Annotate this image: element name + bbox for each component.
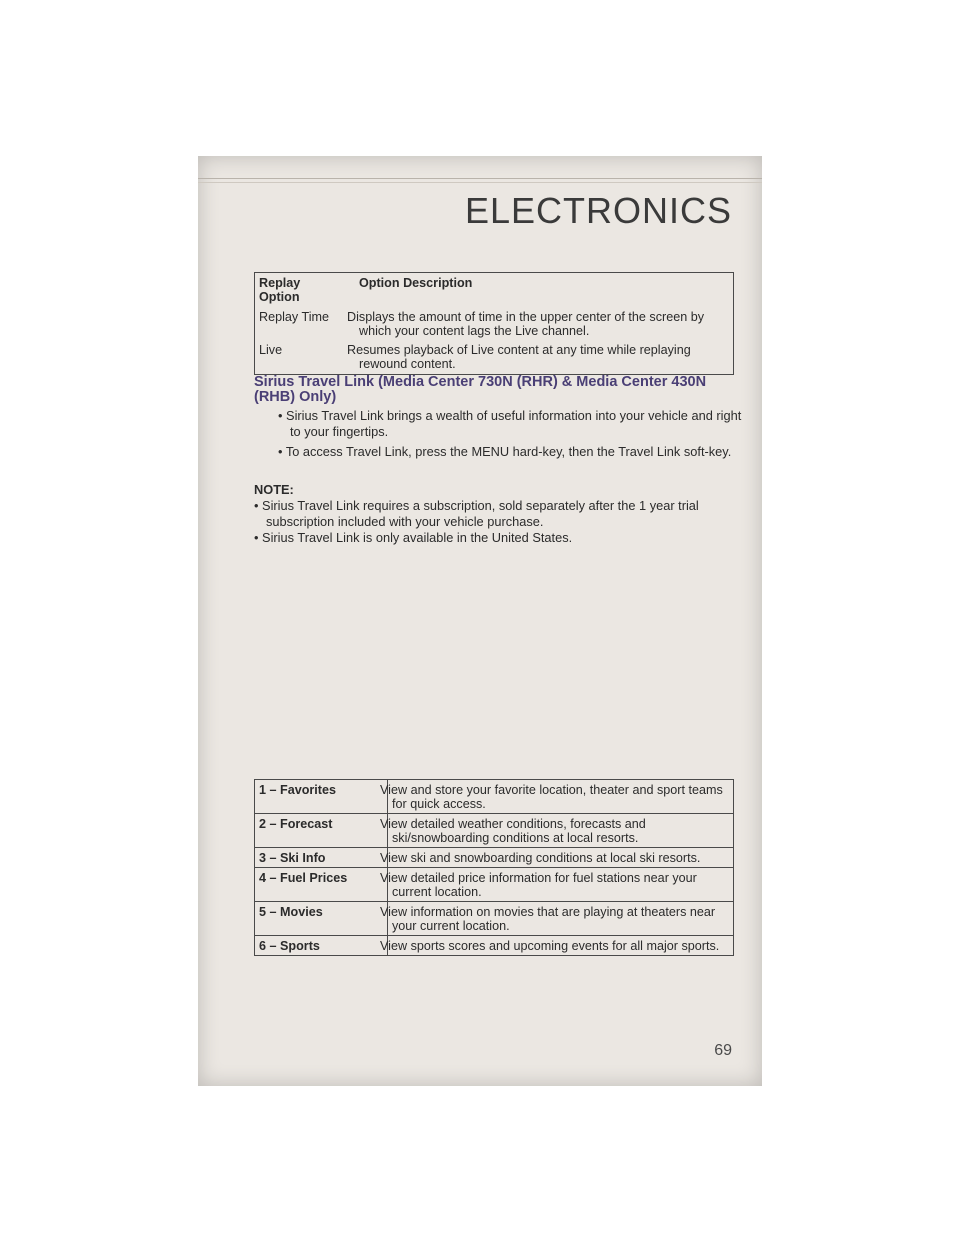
list-item: • Sirius Travel Link brings a wealth of useful information into your vehicle and right to your fingertips. (278, 408, 742, 439)
table-row (255, 780, 734, 814)
table-row (255, 341, 734, 375)
header-rule-secondary (198, 182, 762, 183)
option-description-cell: Resumes playback of Live content at any time while replaying rewound content. (347, 343, 691, 371)
table-row (255, 868, 734, 902)
option-description-cell: Displays the amount of time in the upper center of the screen by which your content lags the Live channel. (347, 310, 705, 338)
feature-description-cell: View and store your favorite location, theater and sport teams for quick access. (380, 783, 723, 811)
feature-label-cell: 6 – Sports (255, 936, 388, 956)
table-row (255, 936, 734, 956)
table-row (255, 308, 734, 341)
replay-option-cell: Live (259, 343, 283, 357)
feature-description-cell: View detailed price information for fuel stations near your current location. (388, 868, 734, 902)
manual-page (198, 156, 762, 1086)
note-label: NOTE: (254, 482, 294, 497)
note-list (254, 498, 734, 546)
header-rule (198, 178, 762, 179)
travel-link-bullets (266, 408, 746, 464)
list-item: • Sirius Travel Link requires a subscription, sold separately after the 1 year trial subscription included with your vehicle purchase. (254, 498, 699, 529)
table-header-row (255, 273, 734, 309)
feature-description-cell: View ski and snowboarding conditions at local ski resorts. (388, 848, 734, 868)
table-row (255, 902, 734, 936)
feature-label-cell: 1 – Favorites (255, 780, 388, 814)
feature-description-cell: View sports scores and upcoming events for all major sports. (388, 936, 734, 956)
feature-description-cell: View detailed weather conditions, forecasts and ski/snowboarding conditions at local resorts. (388, 814, 734, 848)
header-replay-option: Replay Option (259, 276, 301, 304)
list-item: • To access Travel Link, press the MENU hard-key, then the Travel Link soft-key. (278, 444, 732, 459)
feature-description-cell: View information on movies that are playing at theaters near your current location. (388, 902, 734, 936)
replay-option-cell: Replay Time (259, 310, 329, 324)
feature-label-cell: 5 – Movies (255, 902, 388, 936)
feature-label-cell: 4 – Fuel Prices (255, 868, 388, 902)
replay-options-table (254, 272, 734, 375)
travel-link-features-table (254, 779, 734, 956)
header-option-description: Option Description (359, 276, 473, 290)
list-item: • Sirius Travel Link is only available in the United States. (254, 530, 573, 545)
section-title: ELECTRONICS (464, 190, 732, 231)
page-number: 69 (714, 1042, 732, 1059)
table-row (255, 848, 734, 868)
travel-link-heading: Sirius Travel Link (Media Center 730N (RHR) & Media Center 430N (RHB) Only) (254, 374, 707, 405)
feature-label-cell: 3 – Ski Info (255, 848, 388, 868)
feature-label-cell: 2 – Forecast (255, 814, 388, 848)
table-row (255, 814, 734, 848)
